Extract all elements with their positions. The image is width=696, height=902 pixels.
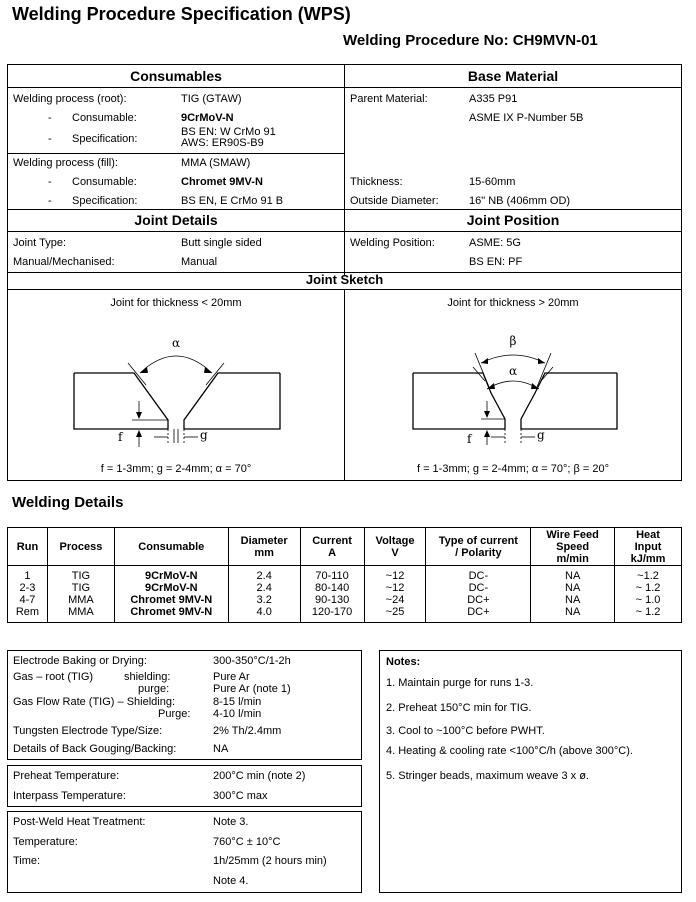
table-cell: 2.4 <box>228 582 300 594</box>
joint-sketch-header: Joint Sketch <box>305 272 384 287</box>
purge-label: purge: <box>138 683 170 695</box>
table-cell: 70-110 <box>300 566 364 583</box>
manual-label: Manual/Mechanised: <box>13 256 115 268</box>
table-body <box>8 566 682 623</box>
table-cell: ~12 <box>364 566 426 583</box>
flow-shield-value: 8-15 l/min <box>213 696 262 708</box>
column-header-line: Run <box>16 540 39 553</box>
g-label: g <box>537 428 545 442</box>
table-cell: 90-130 <box>300 594 364 606</box>
interpass-label: Interpass Temperature: <box>13 790 126 802</box>
column-header-line: V <box>391 546 399 559</box>
wps-info-table <box>7 64 682 481</box>
column-header <box>531 528 615 566</box>
shielding-value: Pure Ar <box>213 671 250 683</box>
joint-position-header: Joint Position <box>466 212 560 228</box>
table-cell: DC- <box>426 582 531 594</box>
table-cell: DC- <box>426 566 531 583</box>
dash: - <box>48 176 52 188</box>
column-header <box>300 528 364 566</box>
pwht-temperature-value: 760°C ± 10°C <box>213 836 281 848</box>
table-row <box>8 606 682 623</box>
table-cell: MMA <box>47 606 114 623</box>
fill-consumable-label: Consumable: <box>72 176 137 188</box>
table-cell: Chromet 9MV-N <box>114 594 228 606</box>
table-cell: NA <box>531 566 615 583</box>
column-header <box>228 528 300 566</box>
column-header-line: m/min <box>556 552 589 565</box>
baking-value: 300-350°C/1-2h <box>213 655 291 667</box>
table-cell: NA <box>531 606 615 623</box>
outside-diameter-label: Outside Diameter: <box>350 195 439 207</box>
note-item: 2. Preheat 150°C min for TIG. <box>386 702 532 714</box>
table-cell: ~24 <box>364 594 426 606</box>
column-header-line: Speed <box>556 540 590 553</box>
fill-consumable-value: Chromet 9MV-N <box>181 176 263 188</box>
dash: - <box>48 112 52 124</box>
root-consumable-value: 9CrMoV-N <box>181 112 234 124</box>
table-cell: ~ 1.2 <box>615 606 682 623</box>
column-header-line: kJ/mm <box>630 552 666 565</box>
joint-type-value: Butt single sided <box>181 237 262 249</box>
column-header-line: Current <box>312 534 352 547</box>
table-cell: Rem <box>8 606 48 623</box>
column-header-line: mm <box>254 546 274 559</box>
pwht-time-label: Time: <box>13 855 41 867</box>
note-item: 1. Maintain purge for runs 1-3. <box>386 677 534 689</box>
baking-label: Electrode Baking or Drying: <box>13 655 147 667</box>
note-item: 5. Stringer beads, maximum weave 3 x ø. <box>386 770 589 782</box>
notes-title: Notes: <box>386 656 421 668</box>
procedure-number: Welding Procedure No: CH9MVN-01 <box>343 32 598 49</box>
base-material-header: Base Material <box>467 68 559 84</box>
f-label: f <box>118 430 123 444</box>
manual-value: Manual <box>181 256 218 268</box>
table-cell: 80-140 <box>300 582 364 594</box>
dash: - <box>48 133 52 145</box>
tungsten-label: Tungsten Electrode Type/Size: <box>13 725 163 737</box>
arrow-icon <box>204 367 212 373</box>
root-spec-line-1: BS EN: W CrMo 91 <box>181 126 276 138</box>
table-cell: MMA <box>47 594 114 606</box>
arrow-icon <box>481 358 488 364</box>
parent-material-value-2: ASME IX P-Number 5B <box>469 112 584 124</box>
joint-type-label: Joint Type: <box>13 237 66 249</box>
parent-material-label: Parent Material: <box>350 93 428 105</box>
parent-material-value-1: A335 P91 <box>469 93 518 105</box>
table-cell: NA <box>531 594 615 606</box>
table-cell: 4-7 <box>8 594 48 606</box>
table-cell: DC+ <box>426 606 531 623</box>
thickness-label: Thickness: <box>350 176 403 188</box>
table-cell: ~1.2 <box>615 566 682 583</box>
welding-details-title: Welding Details <box>12 494 124 511</box>
table-cell: Chromet 9MV-N <box>114 606 228 623</box>
pwht-box <box>7 811 362 893</box>
tungsten-value: 2% Th/2.4mm <box>213 725 282 737</box>
table-cell: ~ 1.0 <box>615 594 682 606</box>
note-item: 4. Heating & cooling rate <100°C/h (above 300°C). <box>386 745 633 757</box>
column-header <box>47 528 114 566</box>
column-header-line: Process <box>59 540 103 553</box>
column-header-line: / Polarity <box>455 546 502 559</box>
root-spec-label: Specification: <box>72 133 138 145</box>
arrow-icon <box>538 358 545 364</box>
table-cell: TIG <box>47 582 114 594</box>
arrow-icon <box>484 411 490 418</box>
welding-position-label: Welding Position: <box>350 237 435 249</box>
column-header <box>8 528 48 566</box>
gas-root-label: Gas – root (TIG) <box>13 671 94 683</box>
interpass-value: 300°C max <box>213 790 268 802</box>
consumables-header: Consumables <box>130 68 222 84</box>
left-joint-sketch <box>8 315 344 455</box>
column-header <box>615 528 682 566</box>
table-header-row <box>8 528 682 566</box>
dash: - <box>48 195 52 207</box>
column-header-line: Wire Feed <box>546 528 599 541</box>
table-cell: ~25 <box>364 606 426 623</box>
fill-process-value: MMA (SMAW) <box>181 157 251 169</box>
preheat-label: Preheat Temperature: <box>13 770 120 782</box>
table-row <box>8 594 682 606</box>
joint-details-header: Joint Details <box>134 212 218 228</box>
table-row <box>8 566 682 583</box>
pwht-temperature-label: Temperature: <box>13 836 78 848</box>
table-cell: DC+ <box>426 594 531 606</box>
asme-position: ASME: 5G <box>469 237 521 249</box>
column-header-line: Voltage <box>375 534 415 547</box>
table-cell: 120-170 <box>300 606 364 623</box>
pwht-note-4: Note 4. <box>213 875 249 887</box>
table-cell: ~12 <box>364 582 426 594</box>
table-cell: 1 <box>8 566 48 583</box>
flow-purge-label: Purge: <box>158 708 191 720</box>
alpha-label: α <box>171 336 181 350</box>
root-spec-line-2: AWS: ER90S-B9 <box>181 137 264 149</box>
pwht-time-value: 1h/25mm (2 hours min) <box>213 855 327 867</box>
page-title: Welding Procedure Specification (WPS) <box>12 4 351 24</box>
preheat-value: 200°C min (note 2) <box>213 770 306 782</box>
left-sketch-note: f = 1-3mm; g = 2-4mm; α = 70° <box>100 463 252 475</box>
arrow-icon <box>140 367 148 373</box>
note-item: 3. Cool to ~100°C before PWHT. <box>386 725 545 737</box>
column-header-line: Consumable <box>138 540 205 553</box>
column-header <box>114 528 228 566</box>
table-cell: NA <box>531 582 615 594</box>
arrow-icon <box>136 412 142 419</box>
table-cell: TIG <box>47 566 114 583</box>
thickness-value: 15-60mm <box>469 176 516 188</box>
right-sketch-caption: Joint for thickness > 20mm <box>447 297 579 309</box>
fill-spec-label: Specification: <box>72 195 138 207</box>
electrode-gas-box <box>7 650 362 760</box>
bsen-position: BS EN: PF <box>469 256 523 268</box>
notes-box <box>379 650 682 893</box>
outside-diameter-value: 16" NB (406mm OD) <box>469 195 571 207</box>
f-label: f <box>467 432 472 446</box>
column-header-line: Input <box>634 540 662 553</box>
column-header-line: Type of current <box>438 534 518 547</box>
table-cell: ~ 1.2 <box>615 582 682 594</box>
column-header-line: Diameter <box>240 534 288 547</box>
shielding-label: shielding: <box>124 671 171 683</box>
fill-spec-value: BS EN, E CrMo 91 B <box>181 195 284 207</box>
table-cell: 2.4 <box>228 566 300 583</box>
root-spec-value <box>181 127 276 149</box>
table-cell: 2-3 <box>8 582 48 594</box>
welding-details-table <box>7 527 682 623</box>
right-sketch-note: f = 1-3mm; g = 2-4mm; α = 70°; β = 20° <box>416 463 610 475</box>
pwht-label: Post-Weld Heat Treatment: <box>13 816 146 828</box>
left-sketch-caption: Joint for thickness < 20mm <box>110 297 242 309</box>
pwht-value: Note 3. <box>213 816 249 828</box>
column-header <box>364 528 426 566</box>
g-label: g <box>200 428 208 442</box>
arrow-icon <box>484 430 490 437</box>
flow-rate-label: Gas Flow Rate (TIG) – Shielding: <box>13 696 176 708</box>
gouging-label: Details of Back Gouging/Backing: <box>13 743 177 755</box>
column-header <box>426 528 531 566</box>
root-consumable-label: Consumable: <box>72 112 137 124</box>
fill-process-label: Welding process (fill): <box>13 157 118 169</box>
gouging-value: NA <box>213 743 229 755</box>
root-process-label: Welding process (root): <box>13 93 127 105</box>
column-header-line: Heat <box>636 528 660 541</box>
flow-purge-value: 4-10 l/min <box>213 708 262 720</box>
beta-label: β <box>509 334 517 348</box>
table-cell: 4.0 <box>228 606 300 623</box>
preheat-box <box>7 765 362 807</box>
purge-value: Pure Ar (note 1) <box>213 683 291 695</box>
column-header-line: A <box>328 546 337 559</box>
right-joint-sketch <box>345 315 681 455</box>
table-cell: 3.2 <box>228 594 300 606</box>
root-process-value: TIG (GTAW) <box>181 93 242 105</box>
table-cell: 9CrMoV-N <box>114 566 228 583</box>
alpha-label: α <box>508 364 518 378</box>
table-row <box>8 582 682 594</box>
table-cell: 9CrMoV-N <box>114 582 228 594</box>
arrow-icon <box>136 430 142 437</box>
